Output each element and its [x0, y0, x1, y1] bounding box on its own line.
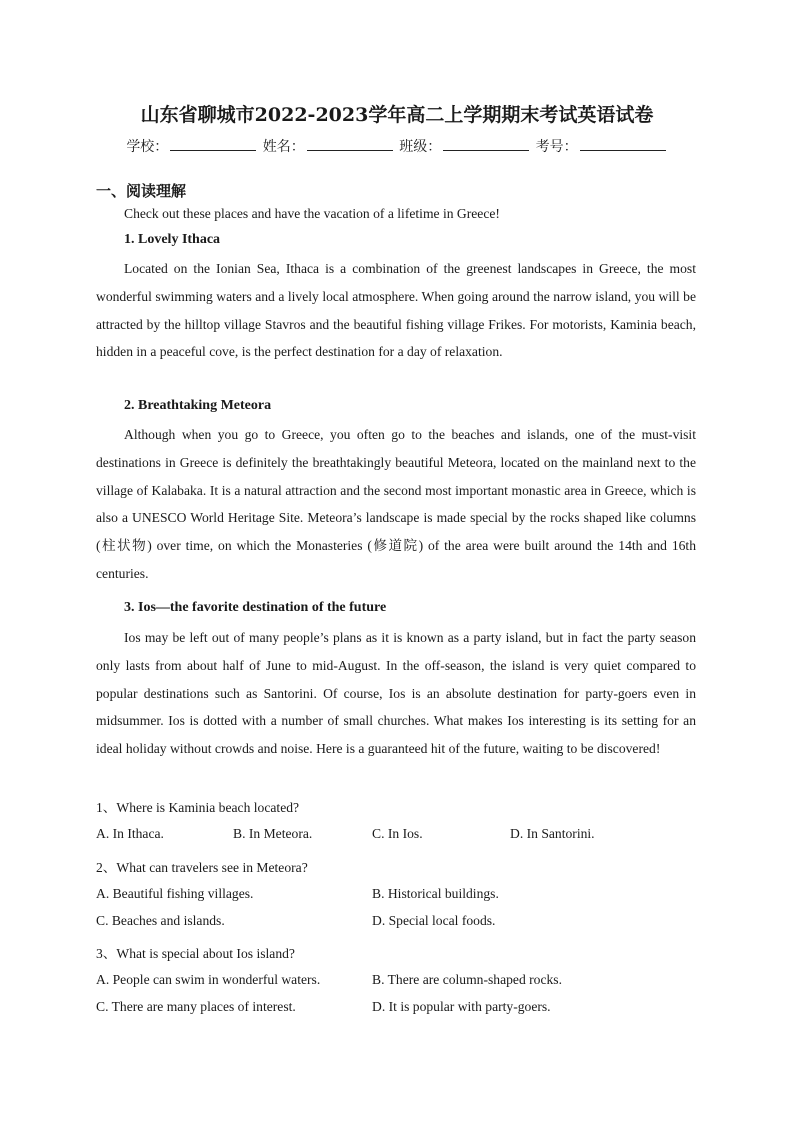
part-paragraph: Ios may be left out of many people’s plans as it is known as a party island, but in fact the party season only lasts from about half of June to mid-August. In the off-season, the island is very quiet compared to popular destinations such as Santorini. Of course, Ios is an absolute destination for party-goers even in midsummer. Ios is dotted with a number of small churches. What makes Ios interesting is its setting for an ideal holiday without crowds and noise. Here is a guaranteed hit of the future, waiting to be discovered! — [96, 630, 696, 757]
exam-number-blank[interactable] — [580, 138, 666, 151]
passage-intro: Check out these places and have the vacation of a lifetime in Greece! — [124, 206, 500, 221]
school-blank[interactable] — [170, 138, 256, 151]
part-paragraph: Located on the Ionian Sea, Ithaca is a combination of the greenest landscapes in Greece, the most wonderful swimming waters and a lively local atmosphere. When going around the narrow island, you will be attracted by the hilltop village Stavros and the beautiful fishing village Frikes. For motorists, Kaminia beach, hidden in a peaceful cove, is the perfect destination for a day of relaxation. — [96, 261, 696, 360]
class-label: 班级： — [399, 139, 442, 155]
question-option[interactable]: D. In Santorini. — [510, 826, 595, 841]
question-option[interactable]: C. Beaches and islands. — [96, 913, 225, 928]
question-option[interactable]: B. There are column-shaped rocks. — [372, 972, 562, 987]
question-stem: 3、What is special about Ios island? — [96, 946, 295, 961]
question-option[interactable]: B. In Meteora. — [233, 826, 313, 841]
exam-title: 山东省聊城市2022-2023学年高二上学期期末考试英语试卷 — [140, 104, 654, 126]
question-option[interactable]: C. There are many places of interest. — [96, 999, 296, 1014]
question-option[interactable]: A. People can swim in wonderful waters. — [96, 972, 321, 987]
question-option[interactable]: A. In Ithaca. — [96, 826, 164, 841]
name-label: 姓名： — [262, 139, 305, 155]
name-blank[interactable] — [307, 138, 393, 151]
part-heading: 1. Lovely Ithaca — [124, 232, 221, 247]
exam-number-label: 考号： — [535, 139, 578, 155]
part-heading: 3. Ios—the favorite destination of the future — [124, 600, 387, 615]
question-stem: 1、Where is Kaminia beach located? — [96, 800, 300, 815]
part-paragraph: Although when you go to Greece, you often go to the beaches and islands, one of the must-visit destinations in Greece is definitely the breathtakingly beautiful Meteora, located on the mainland next to the village of Kalabaka. It is a natural attraction and the second most important monastic area in Greece, which is also a UNESCO World Heritage Site. Meteora’s landscape is made special by the rocks shaped like columns (柱状物) over time, on which the Monasteries (修道院) of the area were built around the 14th and 16th centuries. — [96, 427, 696, 581]
question-stem: 2、What can travelers see in Meteora? — [96, 860, 308, 875]
student-info-line — [0, 136, 794, 156]
question-option[interactable]: D. Special local foods. — [372, 913, 496, 928]
school-label: 学校： — [126, 139, 169, 155]
question-option[interactable]: A. Beautiful fishing villages. — [96, 886, 254, 901]
question-option[interactable]: D. It is popular with party-goers. — [372, 999, 551, 1014]
question-option[interactable]: B. Historical buildings. — [372, 886, 499, 901]
part-heading: 2. Breathtaking Meteora — [124, 398, 272, 413]
class-blank[interactable] — [443, 138, 529, 151]
section-title: 一、阅读理解 — [96, 182, 187, 200]
question-option[interactable]: C. In Ios. — [372, 826, 423, 841]
